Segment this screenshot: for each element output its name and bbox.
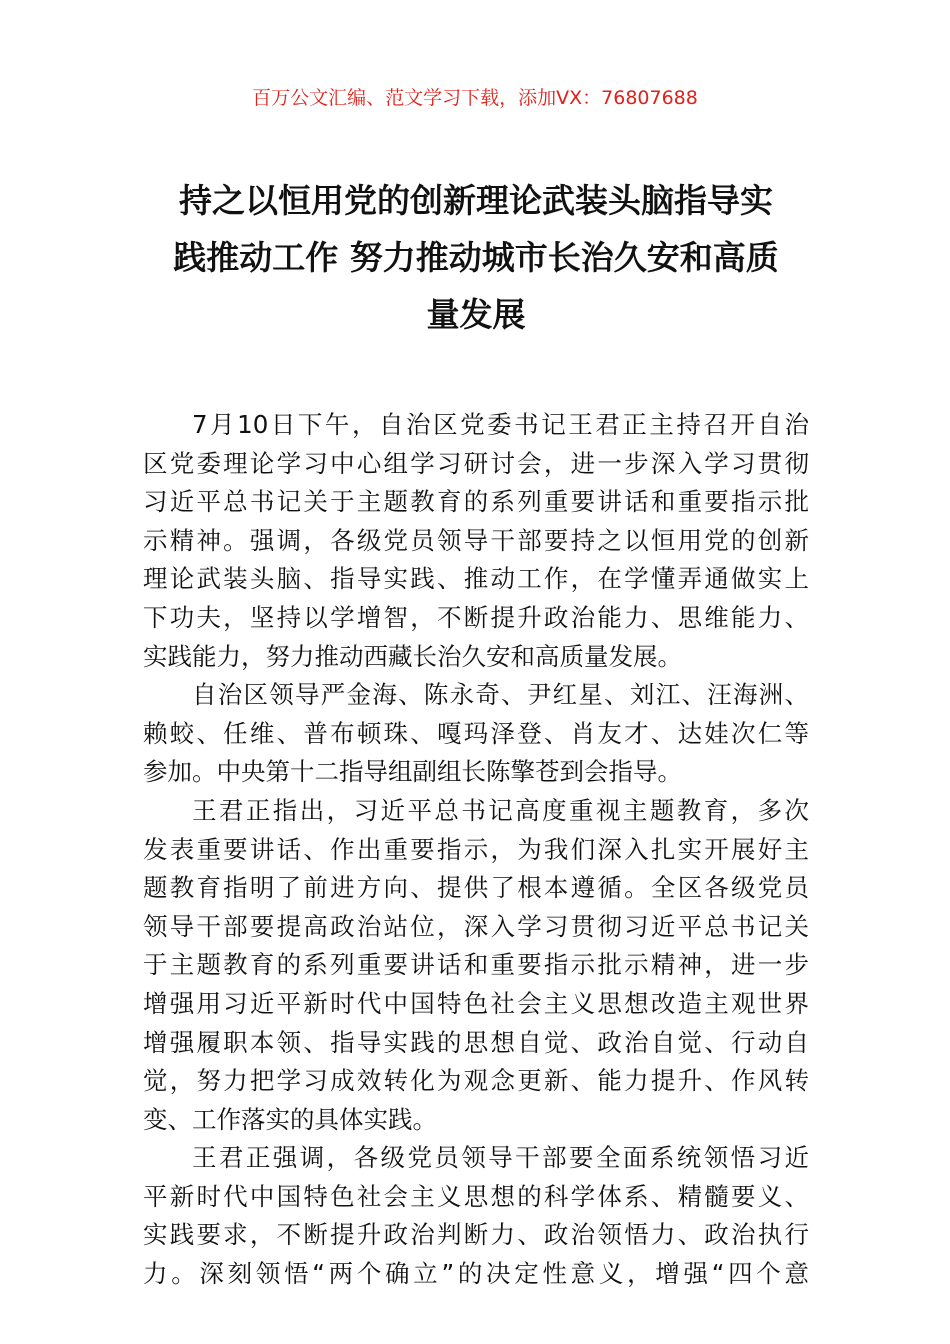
paragraph-line: 觉，努力把学习成效转化为观念更新、能力提升、作风转 — [143, 1066, 809, 1096]
paragraph-line: 参加。中央第十二指导组副组长陈擎苍到会指导。 — [143, 757, 682, 787]
paragraph-line: 增强用习近平新时代中国特色社会主义思想改造主观世界 — [143, 988, 809, 1018]
paragraph-line: 于主题教育的系列重要讲话和重要指示批示精神，进一步 — [143, 950, 809, 980]
paragraph-line: 赖蛟、任维、普布顿珠、嘎玛泽登、肖友才、达娃次仁等 — [143, 718, 809, 748]
title-line: 践推动工作 努力推动城市长治久安和高质 — [173, 238, 779, 277]
paragraph-line: 习近平总书记关于主题教育的系列重要讲话和重要指示批 — [143, 487, 809, 517]
paragraph-line: 增强履职本领、指导实践的思想自觉、政治自觉、行动自 — [143, 1027, 809, 1057]
paragraph-line: 实践要求，不断提升政治判断力、政治领悟力、政治执行 — [143, 1220, 809, 1250]
paragraph-line: 下功夫，坚持以学增智，不断提升政治能力、思维能力、 — [143, 602, 809, 632]
paragraph-line: 题教育指明了前进方向、提供了根本遵循。全区各级党员 — [143, 873, 809, 903]
paragraph-line: 领导干部要提高政治站位，深入学习贯彻习近平总书记关 — [143, 911, 809, 941]
paragraph-line: 平新时代中国特色社会主义思想的科学体系、精髓要义、 — [143, 1181, 809, 1211]
paragraph-line: 王君正强调，各级党员领导干部要全面系统领悟习近 — [192, 1143, 809, 1173]
paragraph-line: 自治区领导严金海、陈永奇、尹红星、刘江、汪海洲、 — [192, 680, 809, 710]
document-title — [140, 172, 812, 343]
download-banner: 百万公文汇编、范文学习下载，添加VX：76807688 — [252, 87, 698, 109]
paragraph-line: 变、工作落实的具体实践。 — [143, 1104, 437, 1134]
paragraph-line: 示精神。强调，各级党员领导干部要持之以恒用党的创新 — [143, 525, 809, 555]
paragraph-line: 实践能力，努力推动西藏长治久安和高质量发展。 — [143, 641, 682, 671]
paragraph-line: 7月10日下午，自治区党委书记王君正主持召开自治 — [192, 410, 809, 439]
document-body — [143, 406, 809, 1294]
paragraph-line: 发表重要讲话、作出重要指示，为我们深入扎实开展好主 — [143, 834, 809, 864]
paragraph-line: 王君正指出，习近平总书记高度重视主题教育，多次 — [192, 795, 809, 825]
paragraph-line: 理论武装头脑、指导实践、推动工作，在学懂弄通做实上 — [143, 564, 809, 594]
paragraph-line: 区党委理论学习中心组学习研讨会，进一步深入学习贯彻 — [143, 448, 809, 478]
title-line: 持之以恒用党的创新理论武装头脑指导实 — [179, 181, 773, 220]
title-line: 量发展 — [426, 295, 526, 334]
paragraph-line: 力。深刻领悟“两个确立”的决定性意义，增强“四个意 — [143, 1259, 809, 1289]
